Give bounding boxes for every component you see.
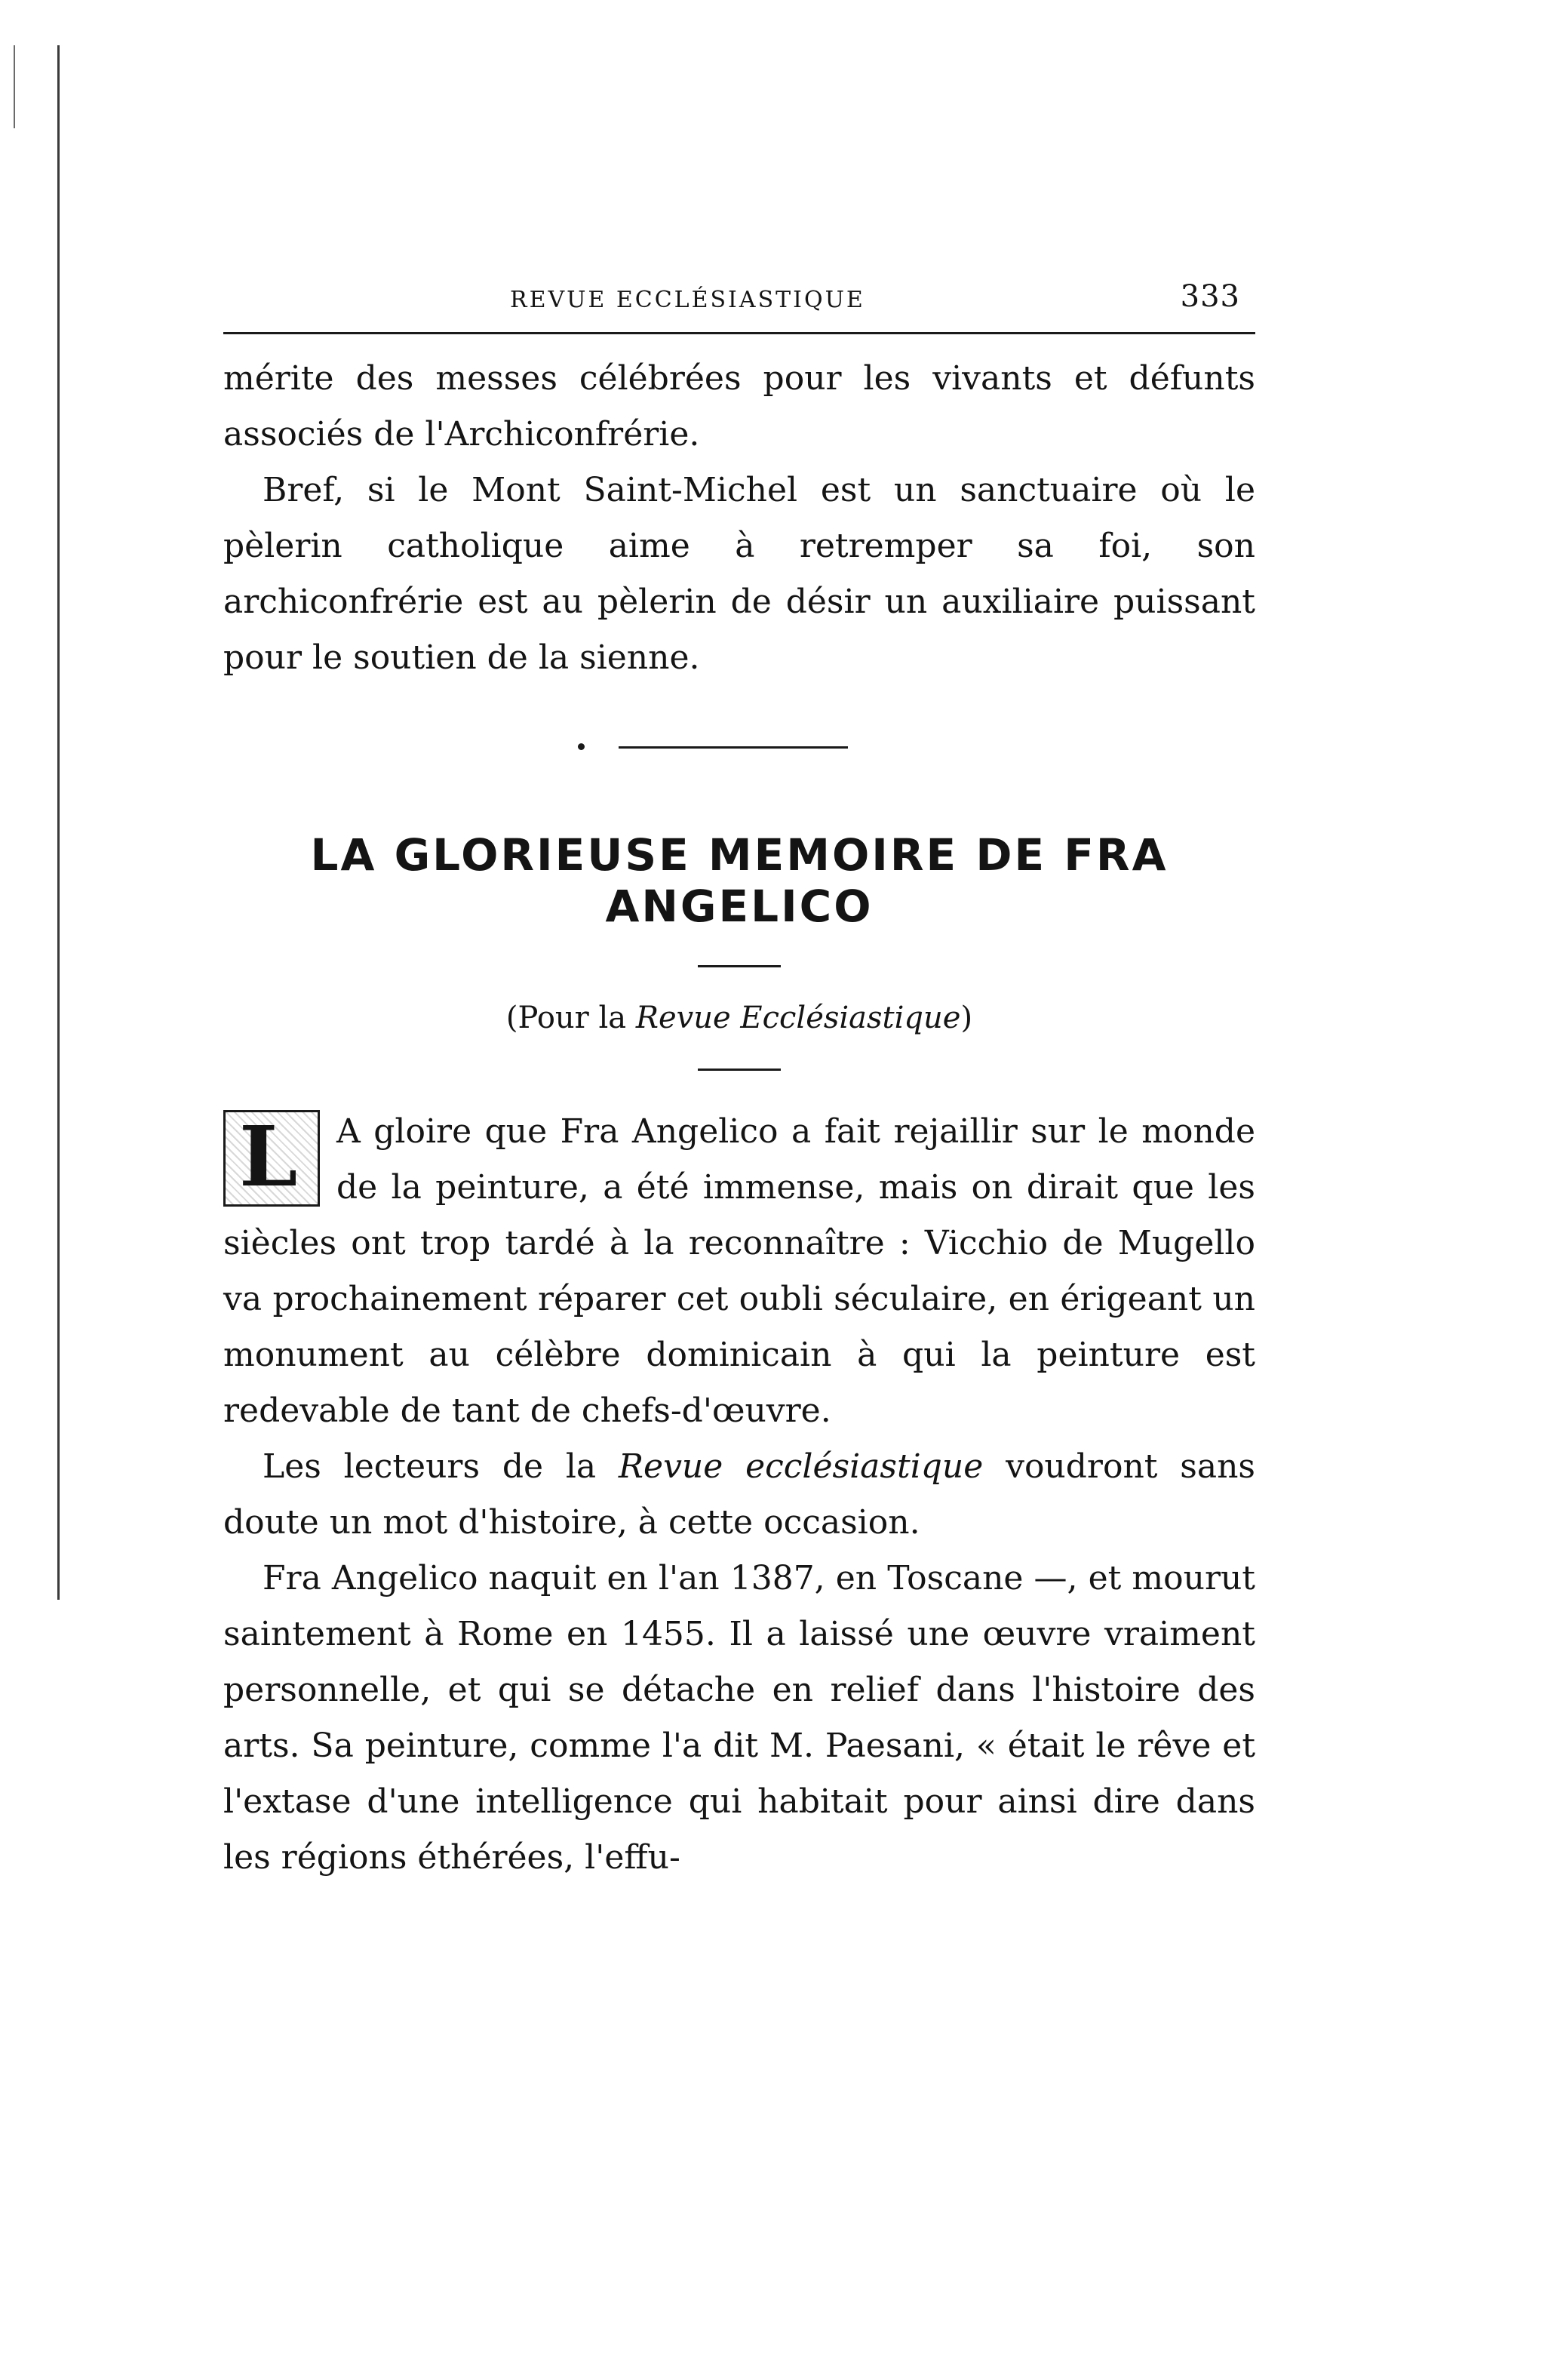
title-rule-top <box>698 965 781 967</box>
scan-binding-edge <box>57 45 60 1600</box>
article-paragraph-2-suffix: voudront sans doute un mot d'histoire, à cette occasion. <box>223 1447 1255 1542</box>
header-rule <box>223 332 1255 334</box>
article-paragraph-3: Fra Angelico naquit en l'an 1387, en Toscane —, et mourut saintement à Rome en 1455. Il a laissé une œuvre vraiment personnelle, et qui se détache en relief dans l'histoire des arts. Sa peinture, comme l'a dit M. Paesani, « était le rêve et l'extase d'une intelligence qui habitait pour ainsi dire dans les régions éthérées, l'effu- <box>223 1559 1255 1877</box>
subtitle-prefix: (Pour la <box>505 1001 636 1035</box>
article-paragraph-1 <box>223 1104 1255 1439</box>
dropcap-letter: L <box>239 1108 298 1205</box>
subtitle-suffix: ) <box>960 1001 973 1035</box>
page-number: 333 <box>1180 279 1240 314</box>
article-paragraph-2 <box>223 1439 1255 1551</box>
subtitle-journal-name: Revue Ecclésiastique <box>635 1001 961 1035</box>
section-separator <box>223 686 1255 807</box>
separator-line <box>619 746 848 749</box>
intro-paragraph-2: Bref, si le Mont Saint-Michel est un sanctuaire où le pèlerin catholique aime à retremper sa foi, son archiconfrérie est au pèlerin de désir un auxiliaire puissant pour le soutien de la sienne. <box>223 471 1255 677</box>
article-paragraph-2-prefix: Les lecteurs de la <box>263 1447 619 1486</box>
separator-dot <box>578 743 585 750</box>
ornamental-dropcap <box>223 1110 320 1207</box>
section-title: LA GLORIEUSE MEMOIRE DE FRA ANGELICO <box>310 829 1169 932</box>
article-text <box>223 1104 1255 1886</box>
running-head-title: REVUE ECCLÉSIASTIQUE <box>510 287 865 313</box>
intro-paragraph-1: mérite des messes célébrées pour les vivants et défunts associés de l'Archiconfrérie. <box>223 359 1255 454</box>
article-paragraph-2-journal: Revue ecclésiastique <box>618 1447 984 1486</box>
book-page <box>223 272 1255 1886</box>
scan-margin-mark <box>14 45 15 128</box>
article-paragraph-1-text: A gloire que Fra Angelico a fait rejaillir sur le monde de la peinture, a été immense, mais on dirait que les siècles ont trop tardé à la reconnaître : Vicchio de Mugello va prochainement réparer cet oubli séculaire, en érigeant un monument au célèbre dominicain à qui la peinture est redevable de tant de chefs-d'œuvre. <box>223 1112 1255 1430</box>
running-head <box>223 272 1255 317</box>
intro-text <box>223 351 1255 686</box>
title-rule-bottom <box>698 1069 781 1071</box>
section-subtitle <box>223 1001 1255 1035</box>
